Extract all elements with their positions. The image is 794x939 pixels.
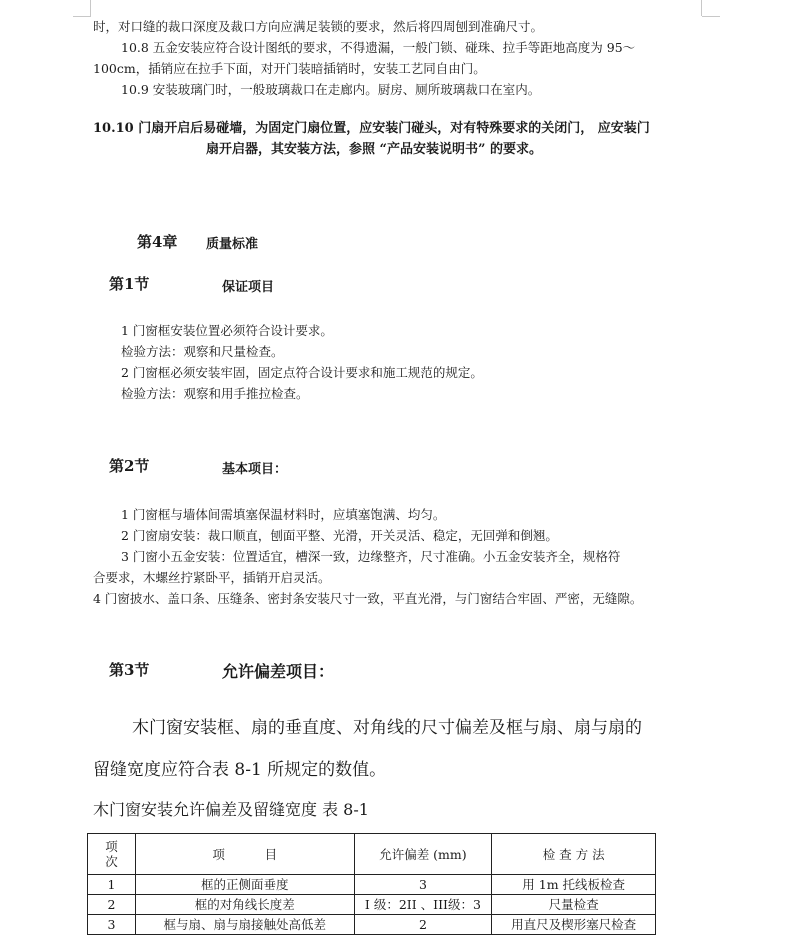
table-header-cell: 项 次 <box>88 834 136 875</box>
paragraph-line-bold: 10.10 门扇开启后易碰墙，为固定门扇位置，应安装门碰头，对有特殊要求的关闭门， 应安装门 <box>93 121 650 136</box>
section-number: 第3节 <box>109 661 150 679</box>
section-title: 基本项目： <box>222 462 288 477</box>
section-title: 允许偏差项目： <box>222 662 335 681</box>
table-header-cell: 允许偏差 (mm) <box>354 834 492 875</box>
table-header-cell: 项 目 <box>135 834 354 875</box>
section-number: 第1节 <box>109 275 150 293</box>
chapter-number: 第4章 <box>137 233 178 251</box>
list-item: 2 门窗扇安装：裁口顺直，刨面平整、光滑，开关灵活、稳定，无回弹和倒翘。 <box>121 528 558 543</box>
chapter-heading <box>137 231 259 252</box>
list-item: 合要求，木螺丝拧紧卧平，插销开启灵活。 <box>93 570 331 585</box>
section-heading <box>109 455 288 477</box>
table-row <box>88 875 656 895</box>
tolerance-table <box>87 833 656 935</box>
paragraph-line: 100cm，插销应在拉手下面，对开门装暗插销时，安装工艺同自由门。 <box>93 61 486 76</box>
table-cell: 尺量检查 <box>492 895 656 915</box>
table-header-row <box>88 834 656 875</box>
page-corner-mark <box>701 0 702 16</box>
paragraph-line: 10.9 安装玻璃门时，一般玻璃裁口在走廊内。厨房、厕所玻璃裁口在室内。 <box>121 82 541 97</box>
page-corner-mark <box>90 0 91 16</box>
table-row <box>88 915 656 935</box>
list-item: 3 门窗小五金安装：位置适宜，槽深一致，边缘整齐，尺寸准确。小五金安装齐全，规格符 <box>121 549 621 564</box>
table-cell: 用 1m 托线板检查 <box>492 875 656 895</box>
table-cell: 框与扇、扇与扇接触处高低差 <box>135 915 354 935</box>
section-number: 第2节 <box>109 457 150 475</box>
body-paragraph: 留缝宽度应符合表 8-1 所规定的数值。 <box>93 760 387 780</box>
table-caption: 木门窗安装允许偏差及留缝宽度 表 8-1 <box>93 800 369 819</box>
section-title: 保证项目 <box>222 280 275 295</box>
table-cell: 2 <box>88 895 136 915</box>
list-item: 检验方法：观察和尺量检查。 <box>121 344 284 359</box>
table-cell: 1 <box>88 875 136 895</box>
table-cell: 框的对角线长度差 <box>135 895 354 915</box>
table-header-cell: 检 查 方 法 <box>492 834 656 875</box>
list-item: 1 门窗框安装位置必须符合设计要求。 <box>121 323 333 338</box>
table-cell: 框的正侧面垂度 <box>135 875 354 895</box>
section-heading <box>109 659 335 681</box>
paragraph-line: 10.8 五金安装应符合设计图纸的要求，不得遗漏，一般门锁、碰珠、拉手等距地高度为 95～ <box>121 40 636 55</box>
paragraph-line-bold: 扇开启器，其安装方法，参照 “产品安装说明书” 的要求。 <box>206 142 543 157</box>
list-item: 1 门窗框与墙体间需填塞保温材料时，应填塞饱满、均匀。 <box>121 507 446 522</box>
body-paragraph: 木门窗安装框、扇的垂直度、对角线的尺寸偏差及框与扇、扇与扇的 <box>132 718 642 738</box>
table-cell: 3 <box>354 875 492 895</box>
chapter-title: 质量标准 <box>206 237 259 252</box>
section-heading <box>109 273 275 295</box>
list-item: 检验方法：观察和用手推拉检查。 <box>121 386 309 401</box>
table-cell: I 级：2II 、III级：3 <box>354 895 492 915</box>
table-cell: 用直尺及楔形塞尺检查 <box>492 915 656 935</box>
table-cell: 3 <box>88 915 136 935</box>
list-item: 2 门窗框必须安装牢固，固定点符合设计要求和施工规范的规定。 <box>121 365 483 380</box>
page-corner-mark <box>73 0 91 17</box>
table-cell: 2 <box>354 915 492 935</box>
page-corner-mark <box>702 0 720 17</box>
paragraph-line: 时，对口缝的裁口深度及裁口方向应满足装锁的要求，然后将四周刨到准确尺寸。 <box>93 19 544 34</box>
table-row <box>88 895 656 915</box>
list-item: 4 门窗披水、盖口条、压缝条、密封条安装尺寸一致，平直光滑，与门窗结合牢固、严密，无缝隙。 <box>93 591 643 606</box>
